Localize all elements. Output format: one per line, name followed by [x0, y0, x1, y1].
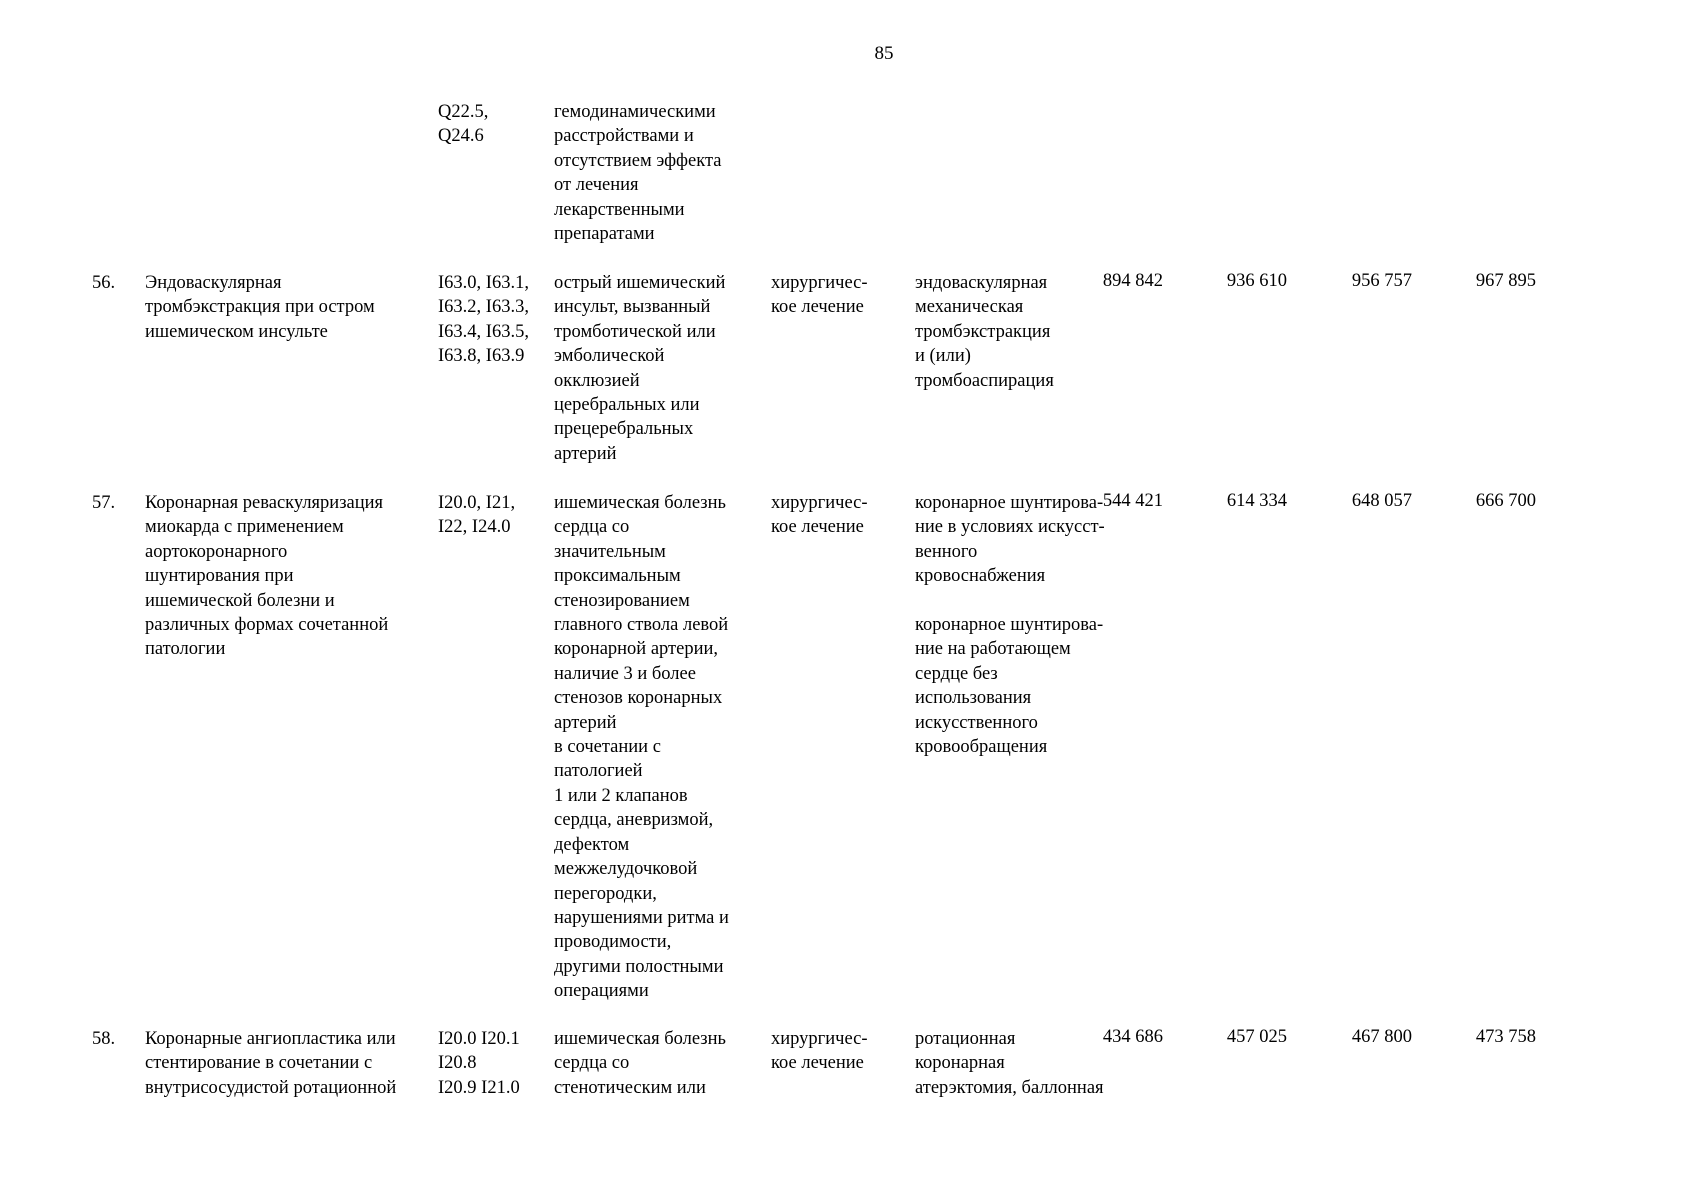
cost-value-4: 666 700: [1475, 491, 1536, 511]
cost-value-3: 648 057: [1351, 491, 1412, 511]
treatment-method: коронарное шунтирова- ние в условиях искусст- венного кровоснабжения коронарное шунтирова- ние на работающем сердце без использования искусственного кровообращения: [915, 493, 1105, 758]
cost-value-4: 473 758: [1475, 1027, 1536, 1047]
patient-model: ишемическая болезнь сердца со значительным проксимальным стенозированием главного ствола левой коронарной артерии, наличие 3 и более стенозов коронарных артерий в сочетании с патологией 1 или 2 клапанов сердца, аневризмой, дефектом межжелудочковой перегородки, нарушениями ритма и проводимости, другими полостными операциями: [554, 493, 729, 1002]
icd-codes: I20.0, I21, I22, I24.0: [438, 493, 516, 538]
icd-codes: I63.0, I63.1, I63.2, I63.3, I63.4, I63.5, I63.8, I63.9: [438, 273, 529, 367]
icd-codes: Q22.5, Q24.6: [438, 102, 489, 147]
treatment-type: хирургичес- кое лечение: [771, 273, 868, 318]
cost-value-2: 457 025: [1226, 1027, 1287, 1047]
service-name: Коронарная реваскуляризация миокарда с применением аортокоронарного шунтирования при ишемической болезни и различных формах сочетанной патологии: [145, 493, 389, 660]
service-name: Эндоваскулярная тромбэкстракция при остром ишемическом инсульте: [145, 273, 375, 342]
cost-value-1: 544 421: [1102, 491, 1163, 511]
cost-value-3: 467 800: [1351, 1027, 1412, 1047]
cost-value-4: 967 895: [1475, 271, 1536, 291]
treatment-type: хирургичес- кое лечение: [771, 1029, 868, 1074]
cost-value-2: 614 334: [1226, 491, 1287, 511]
cost-value-2: 936 610: [1226, 271, 1287, 291]
treatment-method: ротационная коронарная атерэктомия, баллонная: [915, 1029, 1104, 1098]
cost-value-3: 956 757: [1351, 271, 1412, 291]
row-number: 57.: [92, 493, 116, 513]
patient-model: гемодинамическими расстройствами и отсутствием эффекта от лечения лекарственными препаратами: [554, 102, 722, 245]
cost-value-1: 434 686: [1102, 1027, 1163, 1047]
cost-value-1: 894 842: [1102, 271, 1163, 291]
row-number: 58.: [92, 1029, 116, 1049]
page-number: 85: [874, 43, 894, 64]
patient-model: ишемическая болезнь сердца со стенотическим или: [554, 1029, 726, 1098]
row-number: 56.: [92, 273, 116, 293]
icd-codes: I20.0 I20.1 I20.8 I20.9 I21.0: [438, 1029, 520, 1098]
treatment-type: хирургичес- кое лечение: [771, 493, 868, 538]
treatment-method: эндоваскулярная механическая тромбэкстракция и (или) тромбоаспирация: [915, 273, 1054, 391]
service-name: Коронарные ангиопластика или стентирование в сочетании с внутрисосудистой ротационной: [145, 1029, 397, 1098]
patient-model: острый ишемический инсульт, вызванный тромботической или эмболической окклюзией церебральных или прецеребральных артерий: [554, 273, 726, 464]
